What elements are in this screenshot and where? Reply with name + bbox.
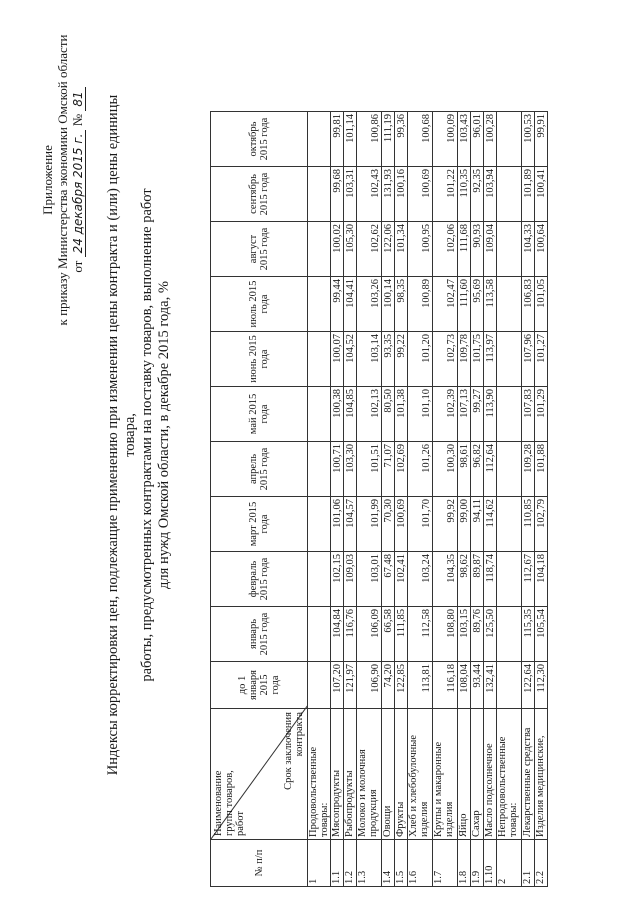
- row-value-10: 100,28: [484, 112, 497, 167]
- row-value-1: 116,76: [344, 607, 357, 662]
- row-value-8: 100,64: [535, 222, 548, 277]
- row-name: Мясопродукты: [331, 709, 344, 840]
- table-row: [433, 112, 458, 887]
- row-value-0: 107,20: [331, 662, 344, 709]
- header-name-bottom: Срок заключения контракта: [283, 712, 305, 790]
- row-value-7: 106,83: [522, 277, 535, 332]
- row-value-1: 104,84: [331, 607, 344, 662]
- row-value-8: 102,06: [433, 222, 458, 277]
- row-value-10: 96,01: [471, 112, 484, 167]
- row-value-2: 102,15: [331, 552, 344, 607]
- row-value-10: 111,19: [382, 112, 395, 167]
- header-period-7: июль 2015 года: [211, 277, 308, 332]
- row-value-3: 102,79: [535, 497, 548, 552]
- row-value-3: 70,30: [382, 497, 395, 552]
- row-value-0: 106,90: [357, 662, 382, 709]
- row-value-2: 89,87: [471, 552, 484, 607]
- row-name: Сахар: [471, 709, 484, 840]
- row-value-2: [308, 552, 331, 607]
- row-value-8: 102,62: [357, 222, 382, 277]
- header-period-1: январь 2015 года: [211, 607, 308, 662]
- row-value-8: 100,02: [331, 222, 344, 277]
- row-value-5: [497, 387, 522, 442]
- appendix-date-prefix: от: [70, 260, 85, 273]
- row-value-2: 104,35: [433, 552, 458, 607]
- row-value-6: [497, 332, 522, 387]
- row-value-9: 110,35: [458, 167, 471, 222]
- row-value-10: 100,68: [408, 112, 433, 167]
- header-period-10: октябрь 2015 года: [211, 112, 308, 167]
- row-code: 1.7: [433, 840, 458, 887]
- row-value-9: 100,69: [408, 167, 433, 222]
- row-code: 1.1: [331, 840, 344, 887]
- row-value-9: 100,41: [535, 167, 548, 222]
- header-name-diagonal: [211, 709, 308, 840]
- row-name: Хлеб и хлебобулочные изделия: [408, 709, 433, 840]
- title-line-1: Индексы корректировки цен, подлежащие применению при изменении цены контракта и (или) цены единицы товара,: [105, 94, 138, 776]
- row-value-10: 100,09: [433, 112, 458, 167]
- row-value-1: 115,35: [522, 607, 535, 662]
- row-value-8: 111,68: [458, 222, 471, 277]
- row-value-0: 108,04: [458, 662, 471, 709]
- row-value-5: 80,50: [382, 387, 395, 442]
- row-value-3: 99,92: [433, 497, 458, 552]
- header-name-top: Наименование групп товаров, работ: [213, 770, 246, 836]
- row-value-7: 103,26: [357, 277, 382, 332]
- row-value-4: 101,26: [408, 442, 433, 497]
- row-value-3: 114,62: [484, 497, 497, 552]
- row-name: Продовольственные товары:: [308, 709, 331, 840]
- row-value-5: [308, 387, 331, 442]
- row-name: Непродовольственные товары:: [497, 709, 522, 840]
- row-name: Масло подсолнечное: [484, 709, 497, 840]
- row-name: Изделия медицинские,: [535, 709, 548, 840]
- header-period-4: апрель 2015 года: [211, 442, 308, 497]
- table-row: [357, 112, 382, 887]
- row-value-6: 107,96: [522, 332, 535, 387]
- table-row: [344, 112, 357, 887]
- row-value-0: 121,97: [344, 662, 357, 709]
- row-code: 1.8: [458, 840, 471, 887]
- table-row: [535, 112, 548, 887]
- table-header-row: [211, 112, 308, 887]
- row-value-6: 109,78: [458, 332, 471, 387]
- table-row: [484, 112, 497, 887]
- row-value-4: 71,07: [382, 442, 395, 497]
- row-value-9: 101,89: [522, 167, 535, 222]
- row-code: 1.4: [382, 840, 395, 887]
- document-title: [105, 75, 173, 795]
- row-value-2: 112,67: [522, 552, 535, 607]
- table-row: [522, 112, 535, 887]
- row-value-3: 94,11: [471, 497, 484, 552]
- row-value-9: 102,43: [357, 167, 382, 222]
- row-value-10: 99,81: [331, 112, 344, 167]
- row-code: 1.2: [344, 840, 357, 887]
- row-value-8: 101,34: [395, 222, 408, 277]
- row-value-2: 103,01: [357, 552, 382, 607]
- row-value-9: 103,31: [344, 167, 357, 222]
- appendix-label: Приложение: [40, 145, 55, 215]
- row-value-4: 101,88: [535, 442, 548, 497]
- table-row: [458, 112, 471, 887]
- row-value-6: 101,27: [535, 332, 548, 387]
- row-value-7: 111,60: [458, 277, 471, 332]
- header-period-0: до 1 января 2015 года: [211, 662, 308, 709]
- row-value-2: 103,24: [408, 552, 433, 607]
- row-value-7: 102,47: [433, 277, 458, 332]
- row-value-2: 102,41: [395, 552, 408, 607]
- row-value-10: 99,91: [535, 112, 548, 167]
- row-value-0: 113,81: [408, 662, 433, 709]
- row-value-2: 98,62: [458, 552, 471, 607]
- header-period-2: февраль 2015 года: [211, 552, 308, 607]
- header-period-9: сентябрь 2015 года: [211, 167, 308, 222]
- table-row: [382, 112, 395, 887]
- header-period-5: май 2015 года: [211, 387, 308, 442]
- row-value-4: 101,51: [357, 442, 382, 497]
- table-row: [395, 112, 408, 887]
- row-value-4: 96,82: [471, 442, 484, 497]
- row-value-9: [497, 167, 522, 222]
- row-value-8: 100,95: [408, 222, 433, 277]
- row-value-3: [308, 497, 331, 552]
- row-value-10: 103,43: [458, 112, 471, 167]
- appendix-date-line: [70, 15, 86, 345]
- table-body: [308, 112, 548, 887]
- row-value-10: 100,86: [357, 112, 382, 167]
- row-code: 1.10: [484, 840, 497, 887]
- row-value-6: [308, 332, 331, 387]
- row-code: 1.5: [395, 840, 408, 887]
- row-value-6: 100,07: [331, 332, 344, 387]
- row-value-6: 103,14: [357, 332, 382, 387]
- row-value-2: 109,03: [344, 552, 357, 607]
- row-code: 2: [497, 840, 522, 887]
- row-value-1: 89,76: [471, 607, 484, 662]
- row-value-6: 102,73: [433, 332, 458, 387]
- row-value-8: 122,06: [382, 222, 395, 277]
- row-name: Яйцо: [458, 709, 471, 840]
- row-value-3: 110,85: [522, 497, 535, 552]
- row-value-8: [497, 222, 522, 277]
- row-code: 2.1: [522, 840, 535, 887]
- row-value-1: 103,15: [458, 607, 471, 662]
- row-name: Лекарственные средства: [522, 709, 535, 840]
- row-value-5: 100,38: [331, 387, 344, 442]
- row-value-5: 101,29: [535, 387, 548, 442]
- row-value-1: 112,58: [408, 607, 433, 662]
- row-value-0: 132,41: [484, 662, 497, 709]
- row-value-5: 99,27: [471, 387, 484, 442]
- row-value-3: 99,00: [458, 497, 471, 552]
- row-value-3: 101,70: [408, 497, 433, 552]
- row-value-2: 118,74: [484, 552, 497, 607]
- row-value-10: 101,14: [344, 112, 357, 167]
- row-value-0: 93,44: [471, 662, 484, 709]
- title-line-3: для нужд Омской области, в декабре 2015 года, %: [156, 281, 172, 589]
- row-value-1: 106,09: [357, 607, 382, 662]
- row-value-8: 105,30: [344, 222, 357, 277]
- row-value-10: 100,53: [522, 112, 535, 167]
- row-value-1: [497, 607, 522, 662]
- header-num: № п/п: [211, 840, 308, 887]
- row-value-7: [308, 277, 331, 332]
- row-value-5: 101,10: [408, 387, 433, 442]
- row-value-1: 108,80: [433, 607, 458, 662]
- row-value-9: [308, 167, 331, 222]
- row-name: Фрукты: [395, 709, 408, 840]
- row-value-1: 105,54: [535, 607, 548, 662]
- row-value-1: 66,58: [382, 607, 395, 662]
- row-code: 2.2: [535, 840, 548, 887]
- row-value-4: [308, 442, 331, 497]
- row-value-5: 107,83: [522, 387, 535, 442]
- row-value-4: 98,61: [458, 442, 471, 497]
- row-value-7: 100,14: [382, 277, 395, 332]
- table-row: [308, 112, 331, 887]
- row-value-4: 109,28: [522, 442, 535, 497]
- row-value-7: 98,35: [395, 277, 408, 332]
- row-value-10: [308, 112, 331, 167]
- row-value-0: [308, 662, 331, 709]
- row-value-7: 104,41: [344, 277, 357, 332]
- row-code: 1: [308, 840, 331, 887]
- row-value-5: 102,39: [433, 387, 458, 442]
- row-value-3: [497, 497, 522, 552]
- row-value-5: 113,90: [484, 387, 497, 442]
- row-value-2: 67,48: [382, 552, 395, 607]
- row-value-6: 104,52: [344, 332, 357, 387]
- row-value-9: 92,35: [471, 167, 484, 222]
- row-value-7: 101,05: [535, 277, 548, 332]
- row-value-9: 103,94: [484, 167, 497, 222]
- table-row: [471, 112, 484, 887]
- row-value-4: 112,64: [484, 442, 497, 497]
- row-value-10: 99,36: [395, 112, 408, 167]
- row-name: Овощи: [382, 709, 395, 840]
- row-value-2: 104,18: [535, 552, 548, 607]
- row-value-10: [497, 112, 522, 167]
- row-value-3: 100,69: [395, 497, 408, 552]
- row-value-6: 93,35: [382, 332, 395, 387]
- row-value-6: 101,20: [408, 332, 433, 387]
- header-period-8: август 2015 года: [211, 222, 308, 277]
- row-value-0: 122,85: [395, 662, 408, 709]
- row-value-9: 101,22: [433, 167, 458, 222]
- appendix-header: [40, 15, 86, 345]
- row-value-4: 103,30: [344, 442, 357, 497]
- row-value-7: 113,58: [484, 277, 497, 332]
- row-value-2: [497, 552, 522, 607]
- row-value-3: 101,99: [357, 497, 382, 552]
- row-value-4: 100,71: [331, 442, 344, 497]
- row-value-5: 107,13: [458, 387, 471, 442]
- row-value-4: 100,30: [433, 442, 458, 497]
- row-value-1: 111,85: [395, 607, 408, 662]
- title-line-2: работы, предусмотренных контрактами на поставку товаров, выполнение работ: [139, 188, 155, 682]
- table-row: [497, 112, 522, 887]
- handwritten-number: 81: [71, 87, 86, 110]
- row-value-6: 99,22: [395, 332, 408, 387]
- row-value-5: 104,85: [344, 387, 357, 442]
- row-code: 1.9: [471, 840, 484, 887]
- header-period-3: март 2015 года: [211, 497, 308, 552]
- row-value-8: 109,04: [484, 222, 497, 277]
- row-code: 1.6: [408, 840, 433, 887]
- row-value-0: 112,30: [535, 662, 548, 709]
- row-value-6: 113,97: [484, 332, 497, 387]
- row-value-8: 90,93: [471, 222, 484, 277]
- row-value-7: [497, 277, 522, 332]
- row-value-9: 100,16: [395, 167, 408, 222]
- row-value-0: 116,18: [433, 662, 458, 709]
- row-value-7: 99,44: [331, 277, 344, 332]
- table-row: [408, 112, 433, 887]
- row-value-5: 102,13: [357, 387, 382, 442]
- row-value-4: 102,69: [395, 442, 408, 497]
- row-value-3: 104,57: [344, 497, 357, 552]
- row-value-7: 95,69: [471, 277, 484, 332]
- row-value-8: [308, 222, 331, 277]
- row-name: Молоко и молочная продукция: [357, 709, 382, 840]
- appendix-number-prefix: №: [70, 113, 85, 127]
- appendix-order-ref: к приказу Министерства экономики Омской области: [55, 34, 70, 326]
- row-name: Крупы и макаронные изделия: [433, 709, 458, 840]
- row-code: 1.3: [357, 840, 382, 887]
- row-value-0: 74,20: [382, 662, 395, 709]
- price-index-table: [210, 111, 548, 887]
- row-name: Рыбопродукты: [344, 709, 357, 840]
- row-value-1: 125,50: [484, 607, 497, 662]
- handwritten-date: 24 декабря 2015 г.: [71, 130, 86, 258]
- row-value-0: 122,64: [522, 662, 535, 709]
- row-value-4: [497, 442, 522, 497]
- row-value-6: 101,75: [471, 332, 484, 387]
- header-period-6: июнь 2015 года: [211, 332, 308, 387]
- row-value-9: 99,68: [331, 167, 344, 222]
- row-value-1: [308, 607, 331, 662]
- row-value-8: 104,33: [522, 222, 535, 277]
- row-value-7: 100,89: [408, 277, 433, 332]
- row-value-3: 101,06: [331, 497, 344, 552]
- row-value-9: 131,93: [382, 167, 395, 222]
- row-value-0: [497, 662, 522, 709]
- table-row: [331, 112, 344, 887]
- row-value-5: 101,38: [395, 387, 408, 442]
